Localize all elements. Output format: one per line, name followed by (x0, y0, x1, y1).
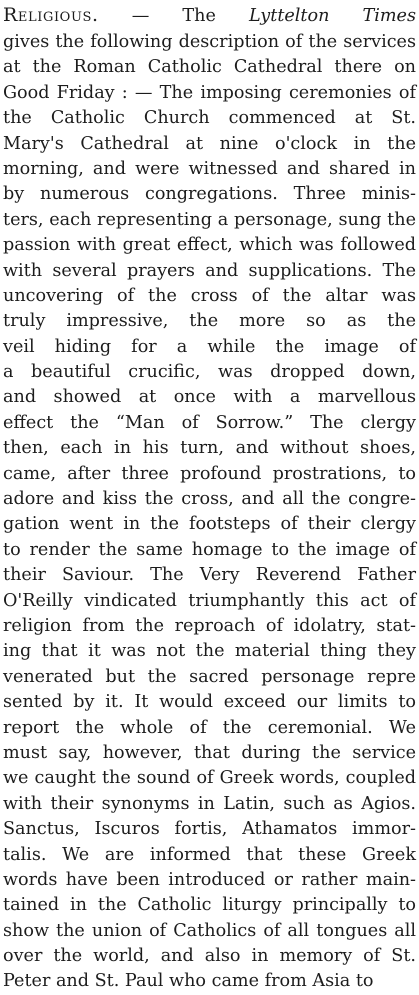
intro-dash: — The (98, 6, 249, 26)
article-line: Sanctus, Iscuros fortis, Athamatos immor- (3, 819, 416, 840)
article-line: report the whole of the ceremonial. We (3, 717, 416, 738)
newspaper-article (3, 0, 416, 992)
article-line: veil hiding for a while the image of (3, 336, 416, 357)
article-line: and showed at once with a marvellous (3, 387, 416, 408)
article-line: venerated but the sacred personage repre (3, 666, 416, 687)
article-line: we caught the sound of Greek words, coupled (3, 768, 416, 789)
article-line: gives the following description of the services (3, 32, 416, 52)
article-line: show the union of Catholics of all tongues all (3, 920, 416, 941)
article-line: a beautiful crucific, was dropped down, (3, 362, 416, 383)
article-line: over the world, and also in memory of St. (3, 946, 416, 967)
article-line: gation went in the footsteps of their clergy (3, 514, 416, 535)
newspaper-name: Lyttelton Times (248, 6, 416, 26)
article-line: Good Friday : — The imposing ceremonies of (3, 82, 416, 103)
article-line: their Saviour. The Very Reverend Father (3, 565, 416, 586)
article-line: came, after three profound prostrations, to (3, 463, 416, 484)
article-line: religion from the reproach of idolatry, stat- (3, 615, 416, 636)
article-line: the Catholic Church commenced at St. (3, 108, 416, 129)
article-line: must say, however, that during the service (3, 742, 416, 763)
article-headline: Religious. (3, 4, 99, 26)
article-line: morning, and were witnessed and shared in (3, 158, 416, 179)
article-line: tained in the Catholic liturgy principally to (3, 895, 416, 916)
article-line: by numerous congregations. Three minis- (3, 184, 416, 205)
article-line: talis. We are informed that these Greek (3, 844, 416, 865)
article-line: then, each in his turn, and without shoes, (3, 438, 416, 459)
article-first-line (3, 0, 416, 30)
article-line: truly impressive, the more so as the (3, 311, 416, 332)
article-line: ters, each representing a personage, sung the (3, 209, 416, 230)
article-line: Peter and St. Paul who came from Asia to (3, 971, 374, 992)
article-line: Mary's Cathedral at nine o'clock in the (3, 133, 416, 154)
article-body (3, 30, 416, 995)
article-line: uncovering of the cross of the altar was (3, 285, 416, 306)
article-line: effect the “Man of Sorrow.” The clergy (3, 412, 416, 433)
article-line: adore and kiss the cross, and all the congre- (3, 489, 416, 510)
article-line: with several prayers and supplications. The (3, 260, 416, 281)
article-line: at the Roman Catholic Cathedral there on (3, 57, 416, 78)
article-line: words have been introduced or rather main- (3, 869, 416, 890)
article-line: ing that it was not the material thing they (3, 641, 416, 662)
article-line: with their synonyms in Latin, such as Agios. (3, 793, 416, 814)
article-line: to render the same homage to the image of (3, 539, 416, 560)
article-line: O'Reilly vindicated triumphantly this act of (3, 590, 416, 611)
article-line: sented by it. It would exceed our limits to (3, 692, 416, 713)
article-line: passion with great effect, which was followed (3, 235, 416, 256)
